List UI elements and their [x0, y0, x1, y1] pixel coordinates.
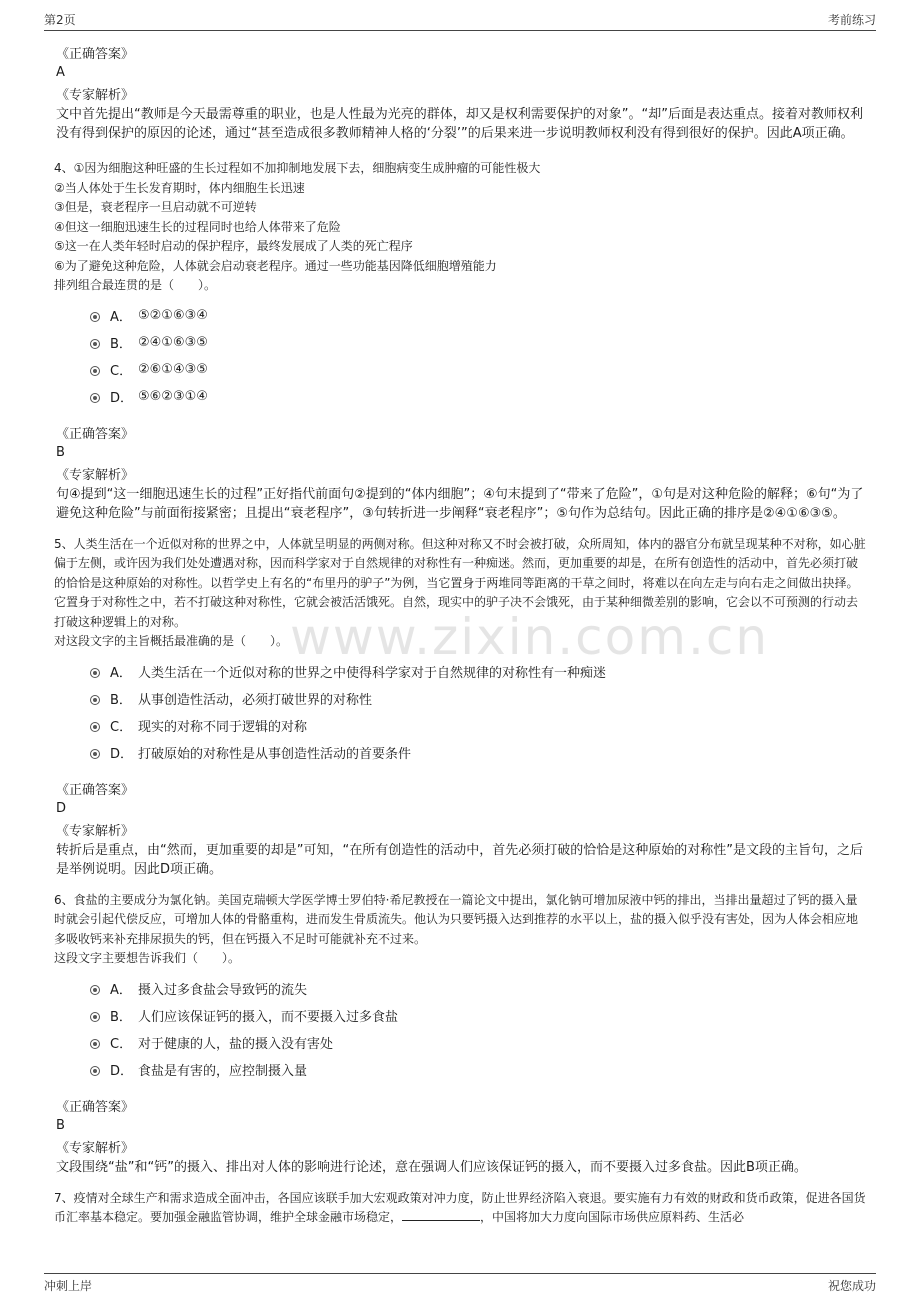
- radio-icon[interactable]: [90, 749, 100, 759]
- footer-left: 冲刺上岸: [44, 1278, 93, 1293]
- page-footer: [44, 1273, 876, 1296]
- question-7: [54, 1189, 866, 1228]
- page-header: [44, 8, 876, 31]
- question-prompt: 对这段文字的主旨概括最准确的是（ ）。: [54, 634, 289, 648]
- option-b[interactable]: B． ②④①⑥③⑤: [90, 329, 866, 356]
- option-text: 现实的对称不同于逻辑的对称: [138, 719, 308, 735]
- radio-icon[interactable]: [90, 393, 100, 403]
- radio-icon[interactable]: [90, 312, 100, 322]
- option-text: 食盐是有害的，应控制摄入量: [138, 1063, 308, 1079]
- option-c[interactable]: C． 对于健康的人，盐的摄入没有害处: [90, 1029, 866, 1056]
- document-body: [54, 46, 866, 1228]
- options-list: [90, 658, 866, 766]
- q3-answer-block: [54, 46, 866, 143]
- question-stem: 7、疫情对全球生产和需求造成全面冲击，各国应该联手加大宏观政策对冲力度，防止世界经济陷入衰退。要实施有力有效的财政和货币政策，促进各国货币汇率基本稳定。要加强金融监管协调，维护全球金融市场稳定， ，中国将加大力度向国际市场供应原料药、生活必: [54, 1190, 866, 1224]
- question-6: [54, 891, 866, 1177]
- answer-heading: 《正确答案》: [56, 426, 135, 442]
- radio-icon[interactable]: [90, 722, 100, 732]
- options-list: [90, 302, 866, 410]
- answer-letter: B: [56, 444, 65, 460]
- radio-icon[interactable]: [90, 366, 100, 376]
- header-title: 考前练习: [827, 12, 876, 27]
- option-text: ②④①⑥③⑤: [138, 334, 208, 350]
- option-a[interactable]: A． 人类生活在一个近似对称的世界之中使得科学家对于自然规律的对称性有一种痴迷: [90, 658, 866, 685]
- option-text: ⑤⑥②③①④: [138, 388, 208, 404]
- question-stem: 6、食盐的主要成分为氯化钠。美国克瑞顿大学医学博士罗伯特·希尼教授在一篇论文中提出，氯化钠可增加尿液中钙的排出，当排出量超过了钙的摄入量时就会引起代偿反应，可增加人体的骨骼重构，进而发生骨质流失。他认为只要钙摄入达到推荐的水平以上，盐的摄入似乎没有害处，因为人体会相应地多吸收钙来补充排尿损失的钙，但在钙摄入不足时可能就补充不过来。: [54, 892, 859, 946]
- option-d[interactable]: D． ⑤⑥②③①④: [90, 383, 866, 410]
- question-line: ④但这一细胞迅速生长的过程同时也给人体带来了危险: [54, 219, 341, 234]
- option-text: 对于健康的人，盐的摄入没有害处: [138, 1036, 334, 1052]
- question-prompt: 这段文字主要想告诉我们（ ）。: [54, 951, 241, 965]
- analysis-heading: 《专家解析》: [56, 88, 135, 103]
- answer-heading: 《正确答案》: [56, 47, 135, 62]
- option-text: 人们应该保证钙的摄入，而不要摄入过多食盐: [138, 1009, 399, 1025]
- radio-icon[interactable]: [90, 1066, 100, 1076]
- option-text: 从事创造性活动，必须打破世界的对称性: [138, 692, 373, 708]
- question-line: ⑤这一在人类年轻时启动的保护程序，最终发展成了人类的死亡程序: [54, 239, 413, 253]
- question-line: ③但是，衰老程序一旦启动就不可逆转: [54, 200, 257, 214]
- option-b[interactable]: B． 人们应该保证钙的摄入，而不要摄入过多食盐: [90, 1002, 866, 1029]
- analysis-text: 转折后是重点，由“然而，更加重要的却是”可知，“在所有创造性的活动中，首先必须打破的恰恰是这种原始的对称性”是文段的主旨句，之后是举例说明。因此D项正确。: [56, 842, 863, 877]
- option-text: 摄入过多食盐会导致钙的流失: [138, 982, 308, 998]
- analysis-heading: 《专家解析》: [56, 1140, 135, 1156]
- option-text: ②⑥①④③⑤: [138, 361, 208, 377]
- option-c[interactable]: C． 现实的对称不同于逻辑的对称: [90, 712, 866, 739]
- option-a[interactable]: A． 摄入过多食盐会导致钙的流失: [90, 975, 866, 1002]
- analysis-heading: 《专家解析》: [56, 467, 135, 483]
- question-stem: 5、人类生活在一个近似对称的世界之中，人体就呈明显的两侧对称。但这种对称又不时会被打破，众所周知，体内的器官分布就呈现某种不对称，如心脏偏于左侧，或许因为我们处处遭遇对称，因而科学家对于自然规律的对称性有一种痴迷。然而，更加重要的却是，在所有创造性的活动中，首先必须打破的恰恰是这种原始的对称性。以哲学史上有名的“布里丹的驴子”为例，当它置身于两堆同等距离的干草之间时，将难以在向左走与向右走之间做出抉择。它置身于对称性之中，若不打破这种对称性，它就会被活活饿死。自然，现实中的驴子决不会饿死，由于某种细微差别的影响，它会以不可预测的行动去打破这种逻辑上的对称。: [54, 536, 866, 629]
- radio-icon[interactable]: [90, 985, 100, 995]
- option-text: 打破原始的对称性是从事创造性活动的首要条件: [138, 746, 412, 762]
- option-text: ⑤②①⑥③④: [138, 307, 208, 323]
- page-number: 第2页: [44, 12, 76, 27]
- question-4: [54, 159, 866, 523]
- question-5: [54, 535, 866, 879]
- analysis-text: 句④提到“这一细胞迅速生长的过程”正好指代前面句②提到的“体内细胞”；④句末提到了“带来了危险”，①句是对这种危险的解释；⑥句“为了避免这种危险”与前面衔接紧密；且提出“衰老程序”，③句转折进一步阐释“衰老程序”；⑤句作为总结句。因此正确的排序是②④①⑥③⑤。: [56, 486, 864, 521]
- option-d[interactable]: D． 食盐是有害的，应控制摄入量: [90, 1056, 866, 1083]
- radio-icon[interactable]: [90, 695, 100, 705]
- option-text: 人类生活在一个近似对称的世界之中使得科学家对于自然规律的对称性有一种痴迷: [138, 665, 607, 681]
- option-c[interactable]: C． ②⑥①④③⑤: [90, 356, 866, 383]
- answer-letter: D: [56, 800, 67, 816]
- option-a[interactable]: A． ⑤②①⑥③④: [90, 302, 866, 329]
- radio-icon[interactable]: [90, 1012, 100, 1022]
- question-prompt: 排列组合最连贯的是（ ）。: [54, 278, 217, 292]
- option-b[interactable]: B． 从事创造性活动，必须打破世界的对称性: [90, 685, 866, 712]
- question-line: ②当人体处于生长发育期时，体内细胞生长迅速: [54, 180, 305, 195]
- answer-heading: 《正确答案》: [56, 782, 135, 798]
- watermark: www.zixin.com.cn: [290, 608, 770, 666]
- answer-letter: A: [56, 65, 65, 80]
- answer-heading: 《正确答案》: [56, 1099, 135, 1115]
- analysis-text: 文中首先提出“教师是今天最需尊重的职业，也是人性最为光亮的群体，却又是权利需要保护的对象”。“却”后面是表达重点。接着对教师权利没有得到保护的原因的论述，通过“甚至造成很多教师精神人格的‘分裂’”的后果来进一步说明教师权利没有得到很好的保护。因此A项正确。: [56, 107, 863, 141]
- radio-icon[interactable]: [90, 668, 100, 678]
- analysis-heading: 《专家解析》: [56, 823, 135, 839]
- question-line: ⑥为了避免这种危险，人体就会启动衰老程序。通过一些功能基因降低细胞增殖能力: [54, 258, 497, 273]
- option-d[interactable]: D． 打破原始的对称性是从事创造性活动的首要条件: [90, 739, 866, 766]
- fill-blank[interactable]: [402, 1209, 480, 1221]
- radio-icon[interactable]: [90, 339, 100, 349]
- question-line: 4、①因为细胞这种旺盛的生长过程如不加抑制地发展下去，细胞病变生成肿瘤的可能性极大: [54, 161, 541, 175]
- radio-icon[interactable]: [90, 1039, 100, 1049]
- footer-right: 祝您成功: [827, 1278, 876, 1293]
- answer-letter: B: [56, 1117, 65, 1133]
- analysis-text: 文段围绕“盐”和“钙”的摄入、排出对人体的影响进行论述，意在强调人们应该保证钙的摄入，而不要摄入过多食盐。因此B项正确。: [56, 1159, 807, 1175]
- options-list: [90, 975, 866, 1083]
